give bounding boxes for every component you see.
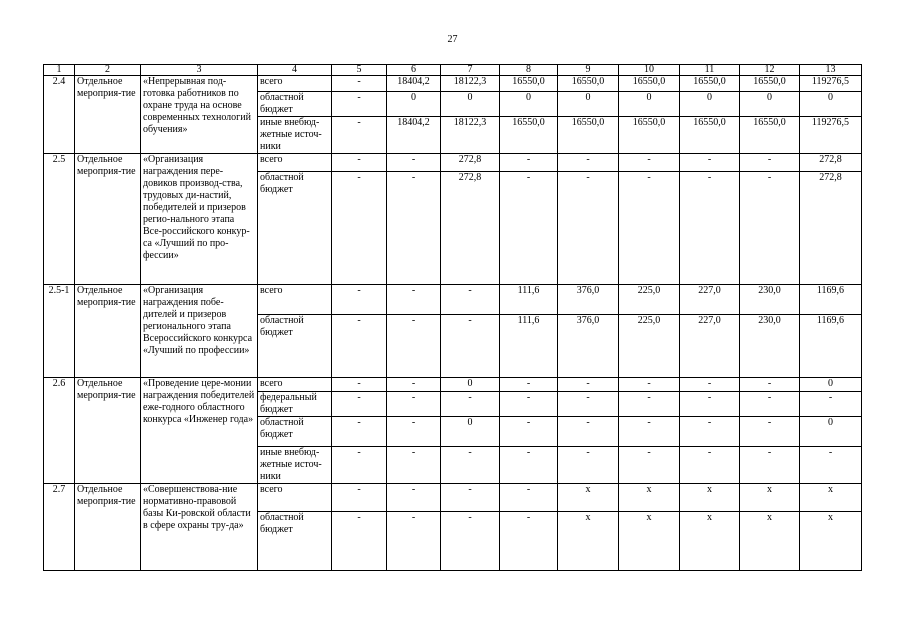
- table-row: [44, 154, 862, 172]
- value-cell: -: [332, 378, 387, 392]
- value-cell: x: [800, 512, 862, 571]
- value-cell: -: [558, 154, 619, 172]
- value-cell: -: [500, 447, 558, 484]
- value-cell: x: [558, 484, 619, 512]
- funding-source: областной бюджет: [258, 512, 332, 571]
- value-cell: -: [740, 392, 800, 417]
- value-cell: -: [332, 285, 387, 315]
- value-cell: -: [441, 315, 500, 378]
- value-cell: -: [558, 172, 619, 285]
- column-header: 1: [44, 65, 75, 76]
- value-cell: -: [332, 484, 387, 512]
- value-cell: 230,0: [740, 315, 800, 378]
- page-number: 27: [447, 34, 458, 45]
- value-cell: -: [680, 447, 740, 484]
- value-cell: -: [332, 76, 387, 92]
- value-cell: x: [619, 484, 680, 512]
- value-cell: 376,0: [558, 285, 619, 315]
- column-header: 7: [441, 65, 500, 76]
- value-cell: -: [680, 378, 740, 392]
- item-type: Отдельное мероприя-тие: [75, 484, 141, 571]
- value-cell: x: [740, 484, 800, 512]
- value-cell: -: [441, 484, 500, 512]
- value-cell: -: [740, 417, 800, 447]
- value-cell: 0: [740, 92, 800, 117]
- value-cell: 0: [500, 92, 558, 117]
- value-cell: -: [558, 447, 619, 484]
- value-cell: 16550,0: [740, 76, 800, 92]
- item-type: Отдельное мероприя-тие: [75, 76, 141, 154]
- value-cell: -: [500, 172, 558, 285]
- table-row: [44, 285, 862, 315]
- column-header: 11: [680, 65, 740, 76]
- table-row: [44, 484, 862, 512]
- value-cell: 0: [800, 378, 862, 392]
- table-row: [44, 76, 862, 92]
- item-name: «Организация награждения пере-довиков производ-ства, трудовых ди-настий, победителей и призеров регио-нального этапа Все-российского конкур-са «Лучший по про-фессии»: [141, 154, 258, 285]
- value-cell: 227,0: [680, 315, 740, 378]
- funding-source: всего: [258, 154, 332, 172]
- value-cell: -: [441, 512, 500, 571]
- funding-source: областной бюджет: [258, 315, 332, 378]
- value-cell: -: [441, 285, 500, 315]
- value-cell: -: [558, 392, 619, 417]
- value-cell: 16550,0: [619, 76, 680, 92]
- item-number: 2.5: [44, 154, 75, 285]
- value-cell: -: [619, 417, 680, 447]
- item-name: «Совершенствова-ние нормативно-правовой базы Ки-ровской области в сфере охраны тру-да»: [141, 484, 258, 571]
- value-cell: 272,8: [800, 172, 862, 285]
- value-cell: -: [558, 417, 619, 447]
- value-cell: 111,6: [500, 285, 558, 315]
- value-cell: -: [800, 392, 862, 417]
- value-cell: -: [619, 378, 680, 392]
- value-cell: -: [332, 154, 387, 172]
- value-cell: -: [619, 392, 680, 417]
- value-cell: -: [387, 417, 441, 447]
- value-cell: x: [558, 512, 619, 571]
- value-cell: -: [332, 447, 387, 484]
- value-cell: -: [740, 378, 800, 392]
- column-header: 9: [558, 65, 619, 76]
- value-cell: -: [332, 417, 387, 447]
- value-cell: -: [500, 378, 558, 392]
- value-cell: 18404,2: [387, 117, 441, 154]
- value-cell: -: [332, 392, 387, 417]
- item-type: Отдельное мероприя-тие: [75, 154, 141, 285]
- value-cell: 0: [387, 92, 441, 117]
- funding-source: иные внебюд-жетные источ-ники: [258, 447, 332, 484]
- value-cell: 0: [800, 417, 862, 447]
- item-number: 2.6: [44, 378, 75, 484]
- value-cell: 119276,5: [800, 117, 862, 154]
- value-cell: -: [332, 512, 387, 571]
- value-cell: -: [441, 392, 500, 417]
- value-cell: -: [500, 392, 558, 417]
- value-cell: 0: [558, 92, 619, 117]
- value-cell: -: [800, 447, 862, 484]
- column-header: 4: [258, 65, 332, 76]
- value-cell: 16550,0: [558, 117, 619, 154]
- funding-source: всего: [258, 378, 332, 392]
- value-cell: 16550,0: [740, 117, 800, 154]
- value-cell: 0: [441, 378, 500, 392]
- value-cell: -: [387, 484, 441, 512]
- value-cell: -: [619, 154, 680, 172]
- column-header: 10: [619, 65, 680, 76]
- value-cell: 16550,0: [680, 117, 740, 154]
- value-cell: 1169,6: [800, 315, 862, 378]
- item-name: «Организация награждения побе-дителей и призеров регионального этапа Всероссийского конкурса «Лучший по профессии»: [141, 285, 258, 378]
- value-cell: 272,8: [441, 154, 500, 172]
- value-cell: 18404,2: [387, 76, 441, 92]
- table-row: [44, 378, 862, 392]
- column-header: 5: [332, 65, 387, 76]
- value-cell: -: [332, 172, 387, 285]
- value-cell: -: [332, 315, 387, 378]
- value-cell: -: [500, 417, 558, 447]
- value-cell: 0: [441, 92, 500, 117]
- value-cell: x: [740, 512, 800, 571]
- value-cell: 1169,6: [800, 285, 862, 315]
- value-cell: 272,8: [800, 154, 862, 172]
- value-cell: 272,8: [441, 172, 500, 285]
- item-type: Отдельное мероприя-тие: [75, 285, 141, 378]
- value-cell: -: [680, 392, 740, 417]
- value-cell: x: [680, 484, 740, 512]
- value-cell: -: [387, 392, 441, 417]
- funding-source: всего: [258, 76, 332, 92]
- value-cell: -: [332, 92, 387, 117]
- funding-source: всего: [258, 285, 332, 315]
- value-cell: 225,0: [619, 285, 680, 315]
- value-cell: 0: [441, 417, 500, 447]
- value-cell: -: [441, 447, 500, 484]
- value-cell: x: [680, 512, 740, 571]
- value-cell: 16550,0: [619, 117, 680, 154]
- item-name: «Непрерывная под-готовка работников по охране труда на основе современных технологий обучения»: [141, 76, 258, 154]
- value-cell: -: [619, 447, 680, 484]
- funding-source: областной бюджет: [258, 92, 332, 117]
- value-cell: 18122,3: [441, 117, 500, 154]
- item-name: «Проведение цере-монии награждения победителей еже-годного областного конкурса «Инженер года»: [141, 378, 258, 484]
- value-cell: 230,0: [740, 285, 800, 315]
- value-cell: 16550,0: [680, 76, 740, 92]
- column-header: 13: [800, 65, 862, 76]
- value-cell: 16550,0: [500, 76, 558, 92]
- value-cell: -: [387, 447, 441, 484]
- value-cell: 225,0: [619, 315, 680, 378]
- header-row: [44, 65, 862, 76]
- item-number: 2.5-1: [44, 285, 75, 378]
- budget-table: [43, 64, 862, 571]
- funding-source: областной бюджет: [258, 172, 332, 285]
- item-number: 2.4: [44, 76, 75, 154]
- value-cell: -: [332, 117, 387, 154]
- value-cell: -: [387, 285, 441, 315]
- value-cell: -: [680, 154, 740, 172]
- funding-source: всего: [258, 484, 332, 512]
- value-cell: 0: [800, 92, 862, 117]
- value-cell: 16550,0: [558, 76, 619, 92]
- value-cell: 0: [680, 92, 740, 117]
- column-header: 12: [740, 65, 800, 76]
- value-cell: 227,0: [680, 285, 740, 315]
- value-cell: -: [500, 484, 558, 512]
- value-cell: -: [680, 417, 740, 447]
- value-cell: 119276,5: [800, 76, 862, 92]
- value-cell: -: [558, 378, 619, 392]
- value-cell: -: [740, 447, 800, 484]
- value-cell: -: [387, 315, 441, 378]
- item-number: 2.7: [44, 484, 75, 571]
- value-cell: 111,6: [500, 315, 558, 378]
- value-cell: x: [800, 484, 862, 512]
- value-cell: -: [387, 378, 441, 392]
- funding-source: областной бюджет: [258, 417, 332, 447]
- value-cell: -: [740, 172, 800, 285]
- column-header: 2: [75, 65, 141, 76]
- value-cell: -: [500, 512, 558, 571]
- column-header: 3: [141, 65, 258, 76]
- value-cell: -: [387, 512, 441, 571]
- value-cell: 16550,0: [500, 117, 558, 154]
- value-cell: -: [680, 172, 740, 285]
- value-cell: -: [619, 172, 680, 285]
- value-cell: -: [387, 172, 441, 285]
- value-cell: x: [619, 512, 680, 571]
- value-cell: -: [387, 154, 441, 172]
- value-cell: 0: [619, 92, 680, 117]
- column-header: 6: [387, 65, 441, 76]
- value-cell: -: [500, 154, 558, 172]
- value-cell: 18122,3: [441, 76, 500, 92]
- funding-source: иные внебюд-жетные источ-ники: [258, 117, 332, 154]
- funding-source: федеральный бюджет: [258, 392, 332, 417]
- item-type: Отдельное мероприя-тие: [75, 378, 141, 484]
- value-cell: -: [740, 154, 800, 172]
- column-header: 8: [500, 65, 558, 76]
- value-cell: 376,0: [558, 315, 619, 378]
